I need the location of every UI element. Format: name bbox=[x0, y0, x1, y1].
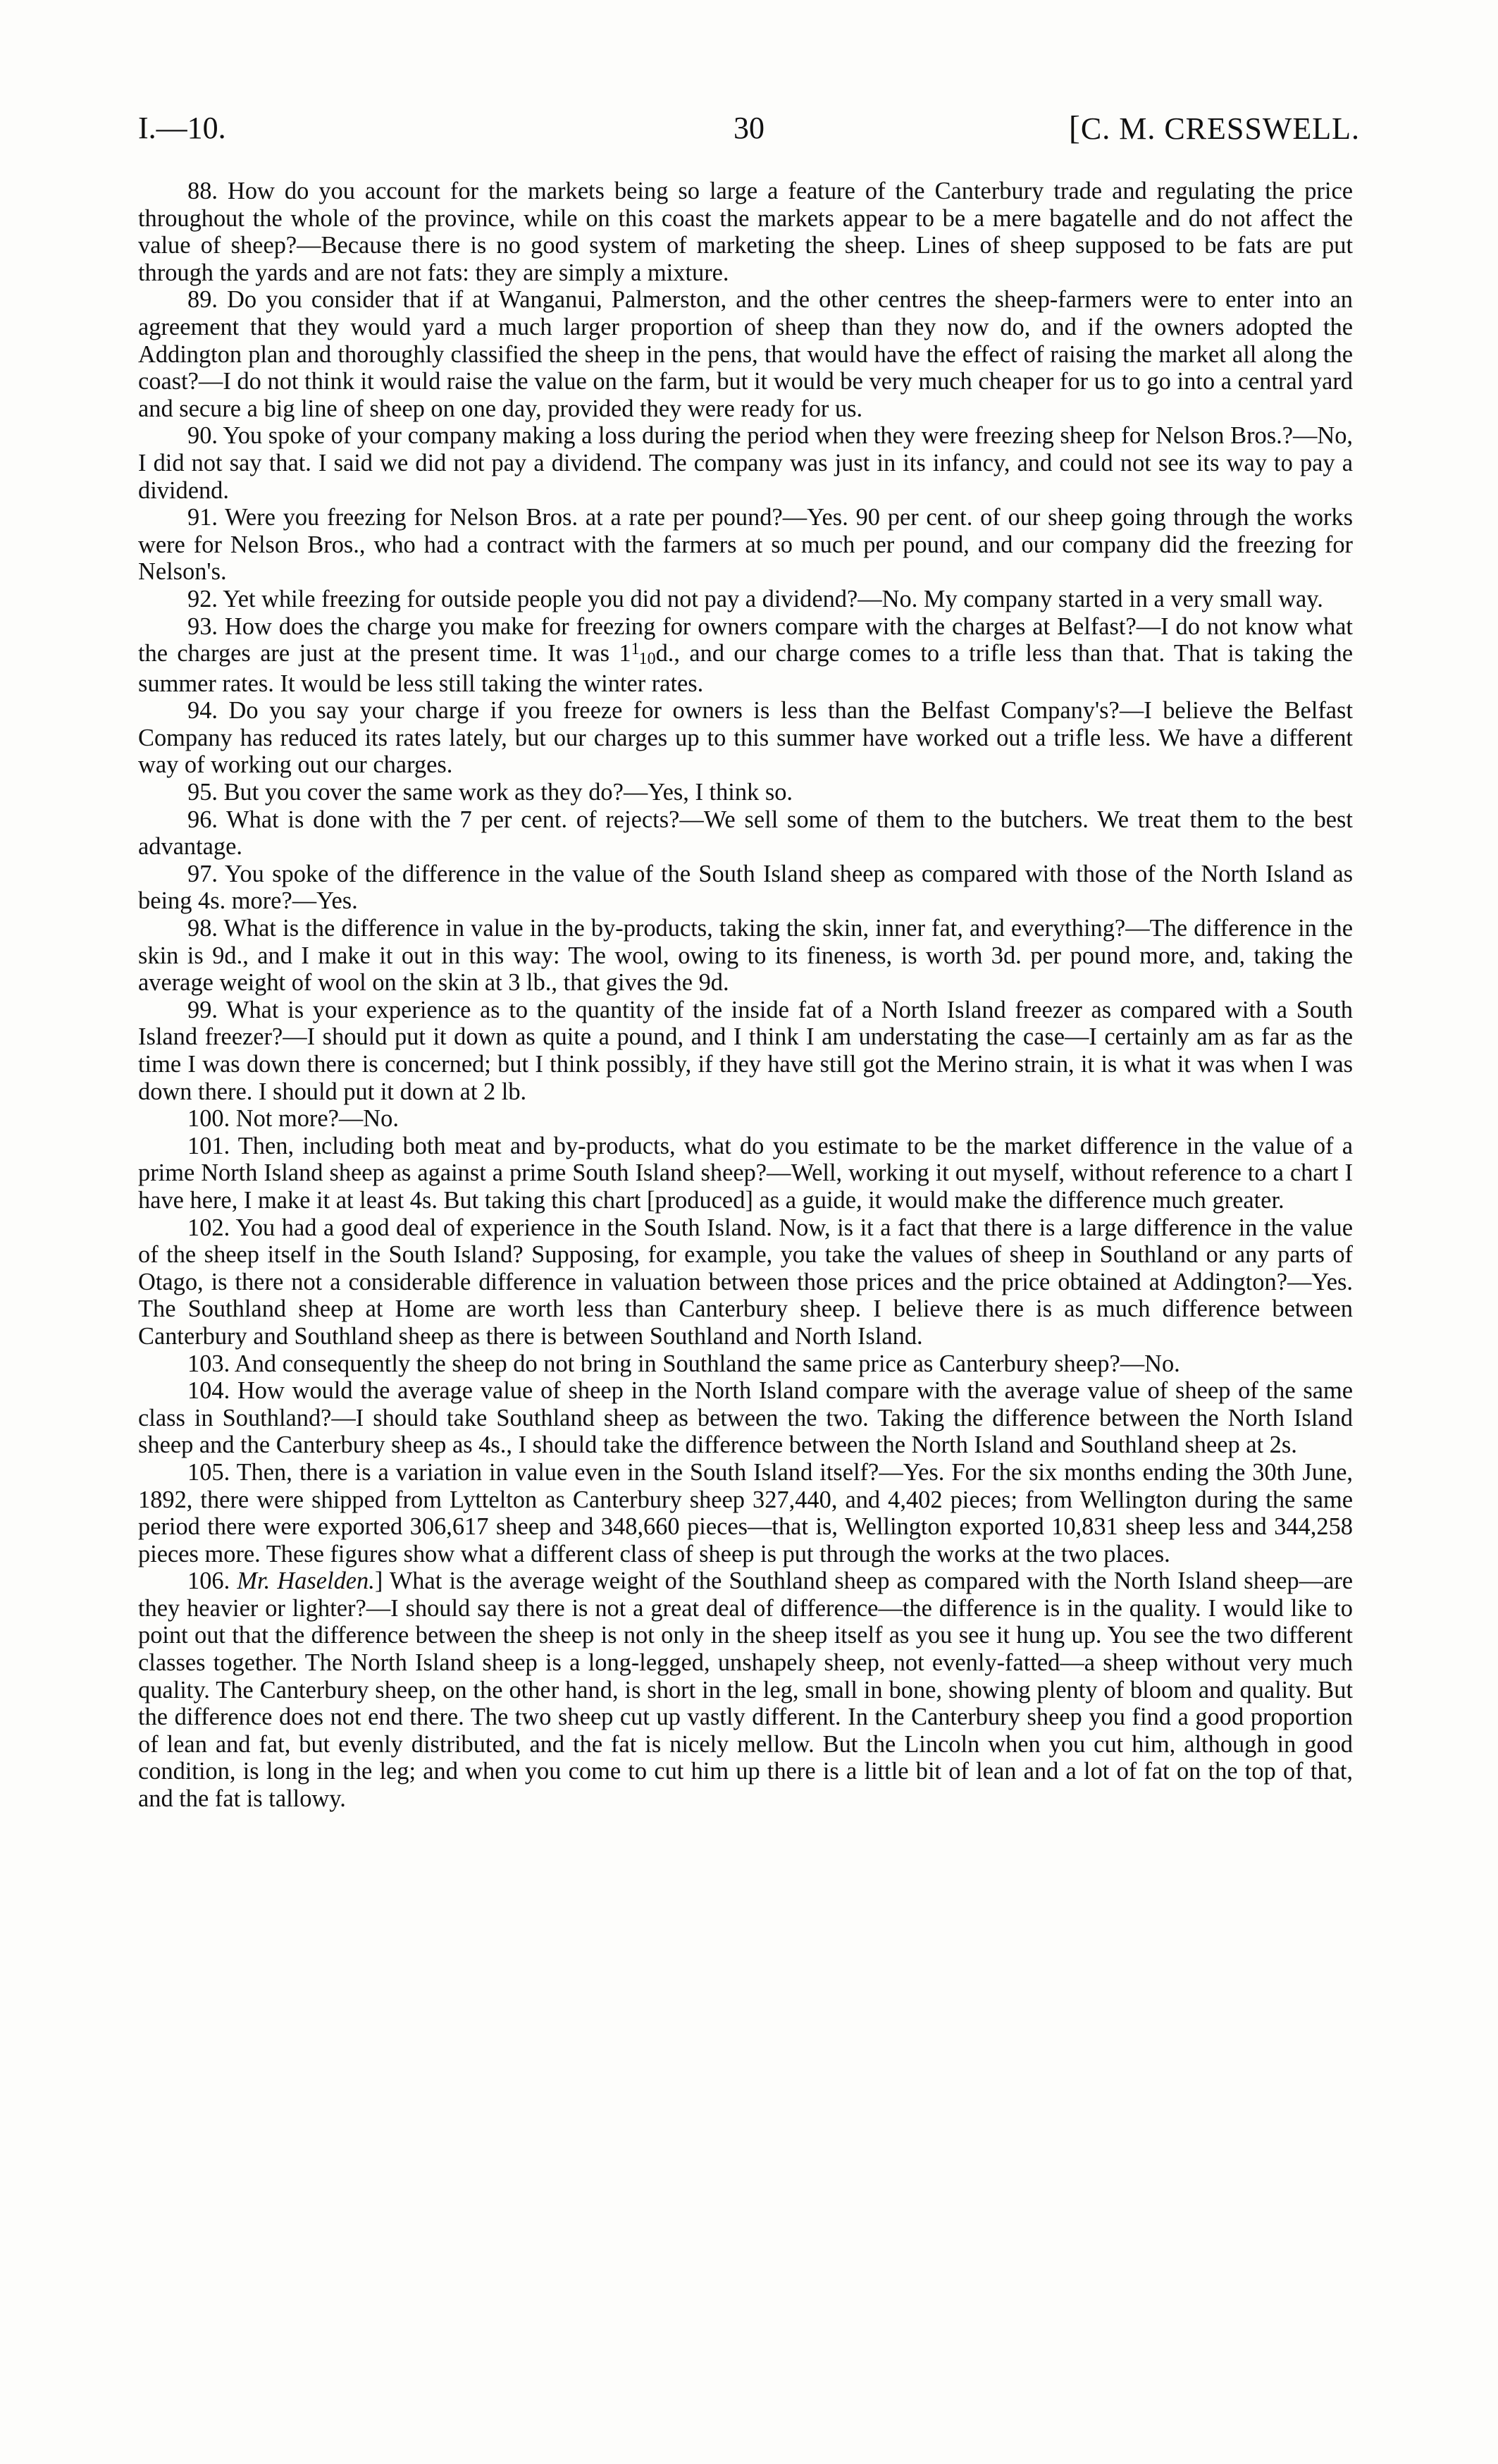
paragraph-89: 89. Do you consider that if at Wanganui, Palmerston, and the other centres the sheep-farmers were to enter into an agreement that they would yard a much larger proportion of sheep than they now do, and if the owners adopted the Addington plan and thoroughly classified the sheep in the pens, that would have the effect of raising the market all along the coast?—I do not think it would raise the value on the farm, but it would be very much cheaper for us to go into a central yard and secure a big line of sheep on one day, provided they were ready for us. bbox=[138, 286, 1353, 422]
paragraph-106-number: 106. bbox=[187, 1567, 230, 1595]
paragraph-93 bbox=[138, 613, 1353, 698]
paragraph-92: 92. Yet while freezing for outside people you did not pay a dividend?—No. My company started in a very small way. bbox=[187, 585, 1323, 612]
header-bracket: [ bbox=[1068, 109, 1081, 147]
page-number: 30 bbox=[733, 111, 765, 145]
paragraph-90: 90. You spoke of your company making a loss during the period when they were freezing sheep for Nelson Bros.?—No, I did not say that. I said we did not pay a dividend. The company was just in its infancy, and could not see its way to pay a dividend. bbox=[138, 422, 1353, 504]
paragraph-94: 94. Do you say your charge if you freeze for owners is less than the Belfast Company's?—I believe the Belfast Company has reduced its rates lately, but our charges up to this summer have worked out a trifle less. We have a different way of working out our charges. bbox=[138, 697, 1353, 779]
running-header bbox=[138, 106, 1360, 151]
paragraph-106 bbox=[138, 1567, 1353, 1812]
witness-name bbox=[1069, 106, 1360, 152]
speaker-name: Mr. Haselden. bbox=[237, 1567, 375, 1595]
paragraph-99: 99. What is your experience as to the quantity of the inside fat of a North Island freezer as compared with a South Island freezer?—I should put it down as quite a pound, and I think I am understating the case—I certainly am as far as the time I was down there is concerned; but I think possibly, if they have still got the Merino strain, it is what it was when I was down there. I should put it down at 2 lb. bbox=[138, 996, 1353, 1105]
paragraph-101: 101. Then, including both meat and by-products, what do you estimate to be the market difference in the value of a prime North Island sheep as against a prime South Island sheep?—Well, working it out myself, without reference to a chart I have here, I make it at least 4s. But taking this chart [produced] as a guide, it would make the difference much greater. bbox=[138, 1132, 1353, 1214]
fraction-numerator: 1 bbox=[631, 640, 639, 659]
paragraph-105: 105. Then, there is a variation in value even in the South Island itself?—Yes. For the six months ending the 30th June, 1892, there were shipped from Lyttelton as Canterbury sheep 327,440, and 4,402 pieces; from Wellington during the same period there were exported 306,617 sheep and 348,660 pieces—that is, Wellington exported 10,831 sheep less and 344,258 pieces more. These figures show what a different class of sheep is put through the works at the two places. bbox=[138, 1458, 1353, 1567]
evidence-body bbox=[138, 178, 1353, 1813]
paragraph-93-text-before: 93. How does the charge you make for freezing for owners compare with the charges at Belfast?—I do not know what the charges are just at the present time. It was 1 bbox=[138, 612, 1353, 667]
paragraph-96: 96. What is done with the 7 per cent. of rejects?—We sell some of them to the butchers. We treat them to the best advantage. bbox=[138, 806, 1353, 861]
paragraph-100: 100. Not more?—No. bbox=[187, 1105, 399, 1133]
paragraph-95: 95. But you cover the same work as they do?—Yes, I think so. bbox=[187, 779, 793, 806]
paragraph-102: 102. You had a good deal of experience in the South Island. Now, is it a fact that there is a large difference in the value of the sheep itself in the South Island? Supposing, for example, you take the values of sheep in Southland or any parts of Otago, is there not a considerable difference in valuation between those prices and the price obtained at Addington?—Yes. The Southland sheep at Home are worth less than Canterbury sheep. I believe there is as much difference between Canterbury and Southland sheep as there is between Southland and North Island. bbox=[138, 1214, 1353, 1350]
paper-reference: I.—10. bbox=[138, 111, 226, 145]
witness-name-text: C. M. CRESSWELL. bbox=[1080, 111, 1360, 146]
paragraph-103: 103. And consequently the sheep do not bring in Southland the same price as Canterbury sheep?—No. bbox=[187, 1350, 1180, 1377]
paragraph-104: 104. How would the average value of sheep in the North Island compare with the average value of sheep of the same class in Southland?—I should take Southland sheep as between the two. Taking the difference between the North Island sheep and the Canterbury sheep as 4s., I should take the difference between the North Island and Southland sheep at 2s. bbox=[138, 1377, 1353, 1459]
paragraph-97: 97. You spoke of the difference in the value of the South Island sheep as compared with those of the North Island as being 4s. more?—Yes. bbox=[138, 860, 1353, 915]
paragraph-91: 91. Were you freezing for Nelson Bros. at a rate per pound?—Yes. 90 per cent. of our sheep going through the works were for Nelson Bros., who had a contract with the farmers at so much per pound, and our company did the freezing for Nelson's. bbox=[138, 504, 1353, 586]
paragraph-106-text: ] What is the average weight of the Southland sheep as compared with the North Island sheep—are they heavier or lighter?—I should say there is not a great deal of difference—the difference is in the quality. I would like to point out that the difference between the sheep is not only in the sheep itself as you see it hung up. You see the two different classes together. The North Island sheep is a long-legged, unshapely sheep, not evenly-fatted—a sheep without very much quality. The Canterbury sheep, on the other hand, is short in the leg, small in bone, showing plenty of bloom and quality. But the difference does not end there. The two sheep cut up vastly different. In the Canterbury sheep you find a good proportion of lean and fat, but evenly distributed, and the fat is nicely mellow. But the Lincoln when you cut him, although in good condition, is long in the leg; and when you come to cut him up there is a little bit of lean and a lot of fat on the top of that, and the fat is tallowy. bbox=[138, 1567, 1353, 1813]
fraction-denominator: 10 bbox=[638, 650, 656, 669]
paragraph-98: 98. What is the difference in value in the by-products, taking the skin, inner fat, and everything?—The difference in the skin is 9d., and I make it out in this way: The wool, owing to its fineness, is worth 3d. per pound more, and, taking the average weight of wool on the skin at 3 lb., that gives the 9d. bbox=[138, 915, 1353, 997]
paragraph-93-text-after: d., and our charge comes to a trifle less than that. That is taking the summer rates. It would be less still taking the winter rates. bbox=[138, 640, 1354, 697]
paragraph-88: 88. How do you account for the markets being so large a feature of the Canterbury trade and regulating the price throughout the whole of the province, while on this coast the markets appear to be a mere bagatelle and do not affect the value of sheep?—Because there is no good system of marketing the sheep. Lines of sheep supposed to be fats are put through the yards and are not fats: they are simply a mixture. bbox=[138, 178, 1353, 286]
